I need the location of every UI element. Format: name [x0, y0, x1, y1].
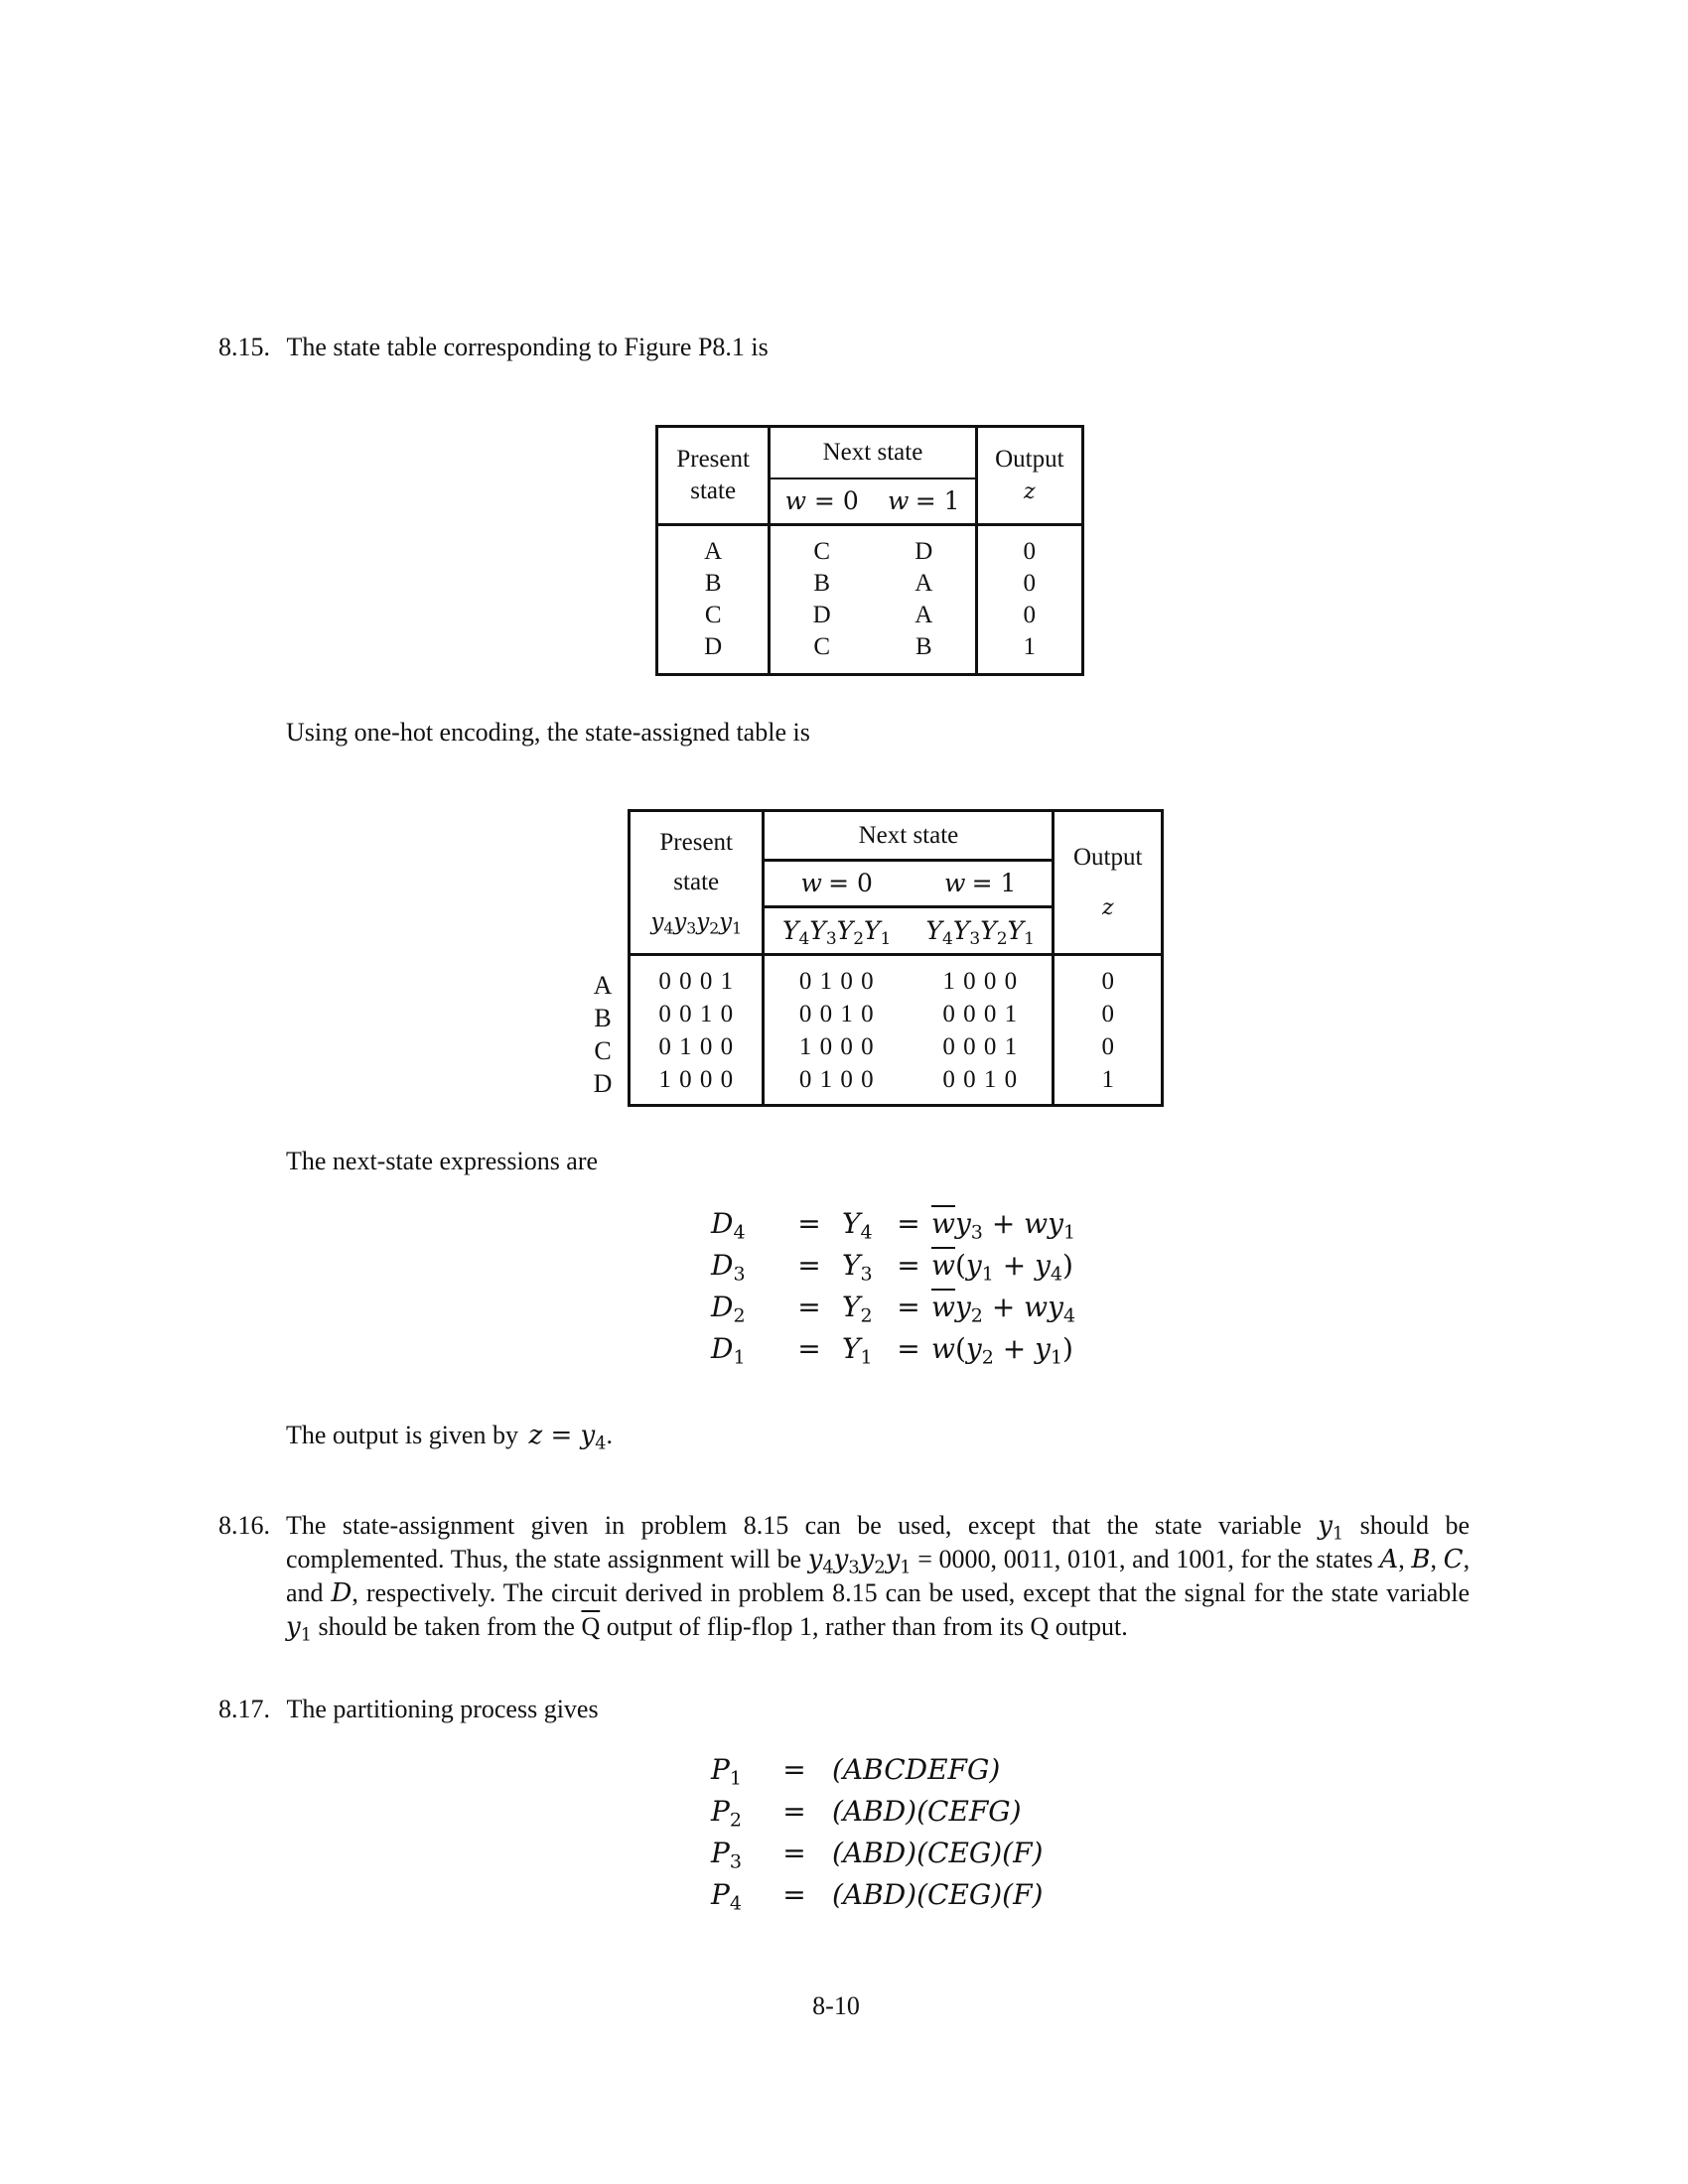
state-assigned-table: [628, 809, 1164, 1107]
problem-intro: The state table corresponding to Figure P8.1 is: [286, 333, 769, 361]
onehot-text: Using one-hot encoding, the state-assigned table is: [286, 718, 810, 747]
equation-d3: $D_3$ = $Y_3$ = $\overline{w}(y_1 + y_4)$: [711, 1248, 1073, 1286]
header-w1: w = 1: [873, 478, 976, 525]
problem-8-17-heading: [218, 1697, 599, 1722]
column-output: 0 0 0 1: [1101, 967, 1114, 1093]
problem-8-15-heading: [218, 335, 769, 360]
problem-8-16-text: The state-assignment given in problem 8.15 can be used, except that the state variable $y_1$ should be complemented. Thus, the state assignment will be $y_4y_3y_2y_1 = 0000$, 0011, 0101, and 1001, for the states A, B, C, and D, respectively. The circuit derived in problem 8.15 can be used, except that the signal for the state variable $y_1$ should be taken from the $\overline{Q}$ output of flip-flop 1, rather than from its Q output.: [286, 1511, 1471, 1646]
partition-p4: $P_4$ = (ABD)(CEG)(F): [711, 1877, 1044, 1915]
problem-number: 8.17.: [218, 1695, 270, 1723]
equation-d4: $D_4$ = $Y_4$ = $\overline{w}y_3 + wy_1$: [711, 1206, 1076, 1244]
problem-number: 8.16.: [218, 1511, 270, 1540]
column-output: 0 0 0 1: [1023, 538, 1037, 660]
header-w0: w = 0: [784, 486, 859, 516]
problem-8-16: [218, 1509, 1470, 1644]
column-present-state: 0 0 0 1 0 0 1 0 0 1 0 0 1 0 0 0: [630, 955, 764, 1106]
header-output: Output z: [1073, 843, 1143, 920]
header-next-vars-w0: $Y_4Y_3Y_2Y_1$: [782, 916, 892, 950]
problem-number: 8.15.: [218, 333, 270, 361]
header-next-vars-w1: $Y_4Y_3Y_2Y_1$: [909, 907, 1054, 955]
column-next-w1: D A A B: [873, 525, 976, 675]
header-present-state: Present state: [657, 427, 770, 525]
partition-p2: $P_2$ = (ABD)(CEFG): [711, 1794, 1022, 1832]
q-bar: $\overline{Q}$: [581, 1612, 601, 1641]
nextstate-text: The next-state expressions are: [286, 1147, 599, 1175]
header-next-state: Next state: [770, 427, 976, 478]
partition-equations: [711, 1748, 1043, 1915]
output-text: The output is given by $z = y_4$.: [286, 1421, 613, 1454]
equation-d2: $D_2$ = $Y_2$ = $\overline{w}y_2 + wy_4$: [711, 1290, 1076, 1327]
header-w0: w = 0: [800, 869, 873, 897]
next-state-equations: [711, 1202, 1075, 1369]
state-table: [655, 425, 1084, 676]
page-number: 8-10: [812, 1991, 860, 2020]
equation-d1: $D_1$ = $Y_1$ = $w(y_2 + y_1)$: [711, 1331, 1073, 1369]
header-present-state: Present state $y_4y_3y_2y_1$: [630, 811, 764, 955]
column-next-w0: 0 1 0 0 0 0 1 0 1 0 0 0 0 1 0 0: [798, 967, 875, 1093]
state-row-labels: A B C D: [593, 971, 613, 1098]
header-w1: w = 1: [909, 861, 1054, 907]
column-present-state: A B C D: [657, 525, 770, 675]
partition-p3: $P_3$ = (ABD)(CEG)(F): [711, 1836, 1044, 1873]
header-next-state: Next state: [764, 811, 1054, 861]
column-next-w0: C B D C: [812, 538, 831, 660]
partition-p1: $P_1$ = (ABCDEFG): [711, 1752, 1001, 1790]
header-output: Output z: [995, 445, 1064, 504]
column-next-w1: 1 0 0 0 0 0 0 1 0 0 0 1 0 0 1 0: [909, 955, 1054, 1106]
problem-intro: The partitioning process gives: [286, 1695, 599, 1723]
